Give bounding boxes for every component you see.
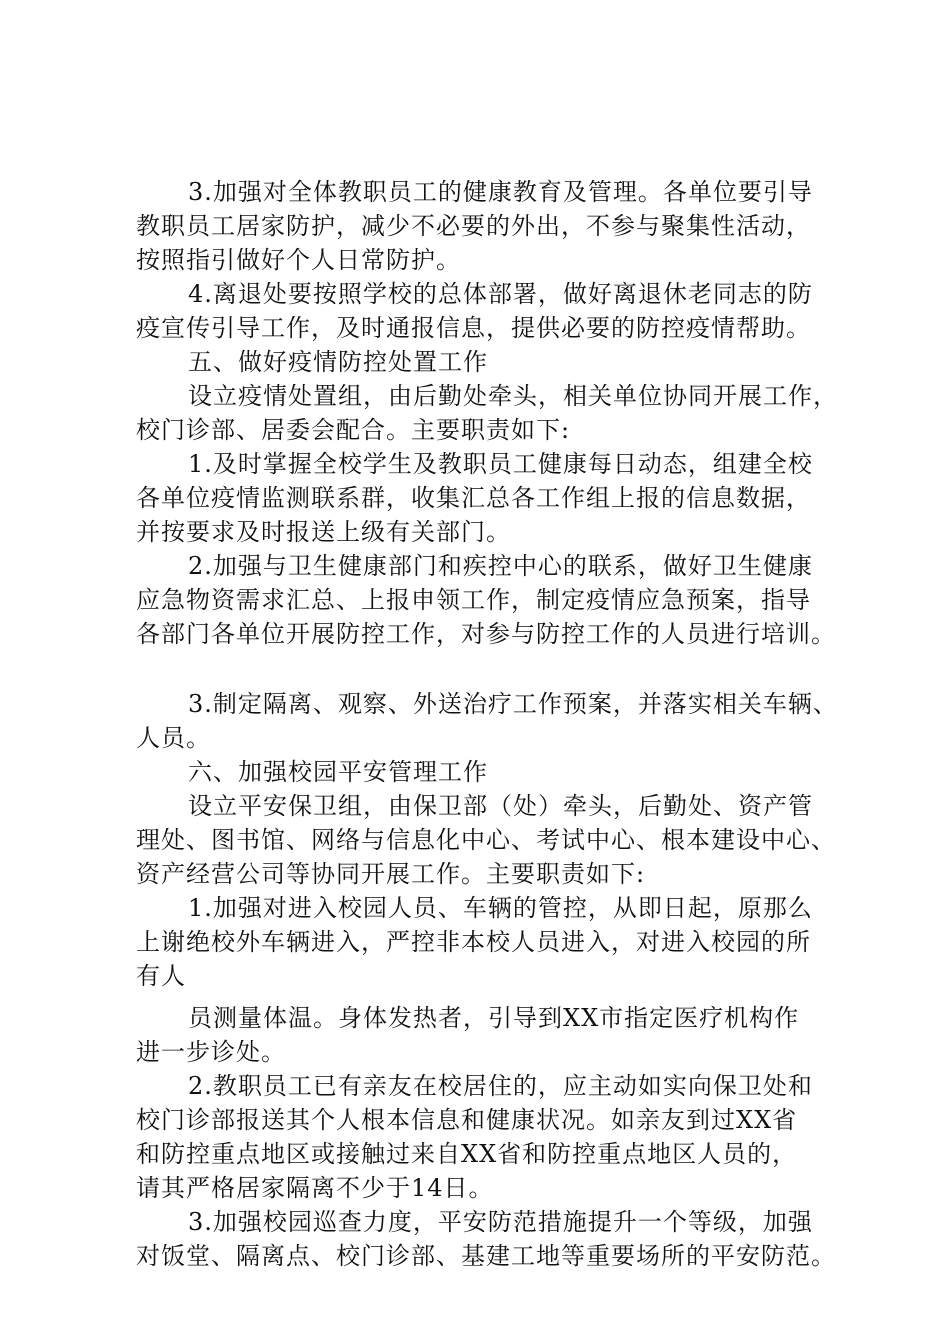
text-line: 并按要求及时报送上级有关部门。 xyxy=(136,518,511,546)
text-line: 理处、图书馆、网络与信息化中心、考试中心、根本建设中心、 xyxy=(136,826,836,854)
text-line: 4.离退处要按照学校的总体部署，做好离退休老同志的防 xyxy=(188,280,813,308)
text-line: 请其严格居家隔离不少于14日。 xyxy=(136,1174,494,1202)
text-line: 设立疫情处置组，由后勤处牵头，相关单位协同开展工作， xyxy=(188,382,838,410)
section-heading: 六、加强校园平安管理工作 xyxy=(188,758,488,786)
text-line: 设立平安保卫组，由保卫部（处）牵头，后勤处、资产管 xyxy=(188,792,813,820)
text-line: 3.加强校园巡查力度，平安防范措施提升一个等级，加强 xyxy=(188,1208,813,1236)
section-heading: 五、做好疫情防控处置工作 xyxy=(188,348,488,376)
text-line: 按照指引做好个人日常防护。 xyxy=(136,246,461,274)
text-line: 教职员工居家防护，减少不必要的外出，不参与聚集性活动， xyxy=(136,212,811,240)
text-line: 人员。 xyxy=(136,724,211,752)
text-line: 1.及时掌握全校学生及教职员工健康每日动态，组建全校 xyxy=(188,450,813,478)
text-line: 2.教职员工已有亲友在校居住的，应主动如实向保卫处和 xyxy=(188,1072,813,1100)
text-line: 进一步诊处。 xyxy=(136,1038,286,1066)
text-line: 资产经营公司等协同开展工作。主要职责如下: xyxy=(136,860,646,888)
text-line: 校门诊部、居委会配合。主要职责如下: xyxy=(136,416,571,444)
text-line: 疫宣传引导工作，及时通报信息，提供必要的防控疫情帮助。 xyxy=(136,314,811,342)
text-line: 应急物资需求汇总、上报申领工作，制定疫情应急预案，指导 xyxy=(136,586,811,614)
text-line: 各单位疫情监测联系群，收集汇总各工作组上报的信息数据， xyxy=(136,484,811,512)
text-line: 对饭堂、隔离点、校门诊部、基建工地等重要场所的平安防范。 xyxy=(136,1242,836,1270)
text-line: 2.加强与卫生健康部门和疾控中心的联系，做好卫生健康 xyxy=(188,552,813,580)
text-line: 1.加强对进入校园人员、车辆的管控，从即日起，原那么 xyxy=(188,894,813,922)
text-line: 校门诊部报送其个人根本信息和健康状况。如亲友到过XX省 xyxy=(136,1106,798,1134)
text-line: 和防控重点地区或接触过来自XX省和防控重点地区人员的， xyxy=(136,1140,798,1168)
text-line: 员测量体温。身体发热者，引导到XX市指定医疗机构作 xyxy=(188,1004,800,1032)
text-line: 上谢绝校外车辆进入，严控非本校人员进入，对进入校园的所 xyxy=(136,928,811,956)
text-line: 3.加强对全体教职员工的健康教育及管理。各单位要引导 xyxy=(188,178,813,206)
text-line: 有人 xyxy=(136,962,186,990)
text-line: 各部门各单位开展防控工作，对参与防控工作的人员进行培训。 xyxy=(136,620,836,648)
text-line: 3.制定隔离、观察、外送治疗工作预案，并落实相关车辆、 xyxy=(188,690,838,718)
